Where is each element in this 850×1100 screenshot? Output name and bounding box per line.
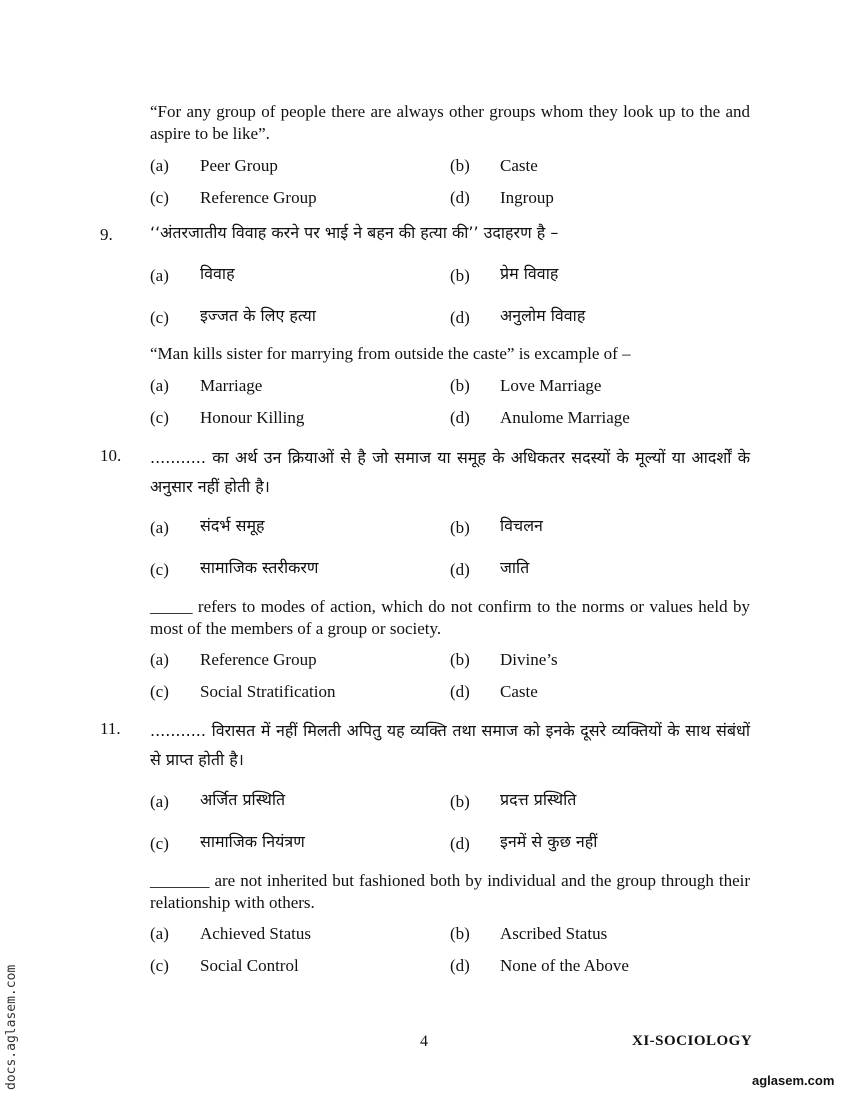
q11-en-option-a-label: (a) [150, 924, 169, 943]
q10-number: 10. [100, 446, 122, 465]
q10-hi-option-c-label: (c) [150, 560, 169, 579]
q9-hi-option-d-label: (d) [450, 308, 470, 327]
q9-hi-option-c: इज्जत के लिए हत्या [200, 306, 316, 325]
side-watermark: docs.aglasem.com [4, 964, 19, 1090]
q9-en-option-b: Love Marriage [500, 376, 602, 395]
q10-en-option-d-label: (d) [450, 682, 470, 701]
q9-stem-hindi: ‘‘अंतरजातीय विवाह करने पर भाई ने बहन की हत्या की’’ उदाहरण है – [150, 223, 559, 242]
q11-en-option-c-label: (c) [150, 956, 169, 975]
q11-hi-option-a: अर्जित प्रस्थिति [200, 790, 286, 809]
q11-en-option-c: Social Control [200, 956, 299, 975]
q10-stem-hindi: ........... का अर्थ उन क्रियाओं से है जो समाज या समूह के अधिकतर सदस्यों के मूल्यों या आदर्शों के अनुसार नहीं होती है। [150, 448, 750, 496]
q11-hi-option-d: इनमें से कुछ नहीं [500, 832, 598, 851]
q9-en-option-a: Marriage [200, 376, 263, 395]
q11-hi-option-c-label: (c) [150, 834, 169, 853]
q11-en-option-b: Ascribed Status [500, 924, 608, 943]
q9-hi-option-b: प्रेम विवाह [500, 264, 559, 283]
q11-hi-option-b: प्रदत्त प्रस्थिति [500, 790, 577, 809]
q8-option-c: Reference Group [200, 188, 317, 207]
q10-hi-option-d: जाति [500, 558, 530, 577]
q10-en-option-b: Divine’s [500, 650, 558, 669]
q10-en-option-c: Social Stratification [200, 682, 336, 701]
q9-hi-option-b-label: (b) [450, 266, 470, 285]
q10-stem-english: _____ refers to modes of action, which do not confirm to the norms or values held by most of the members of a group or society. [150, 597, 750, 638]
q11-stem-english: _______ are not inherited but fashioned both by individual and the group through their relationship with others. [150, 871, 750, 912]
q8-option-b-label: (b) [450, 156, 470, 175]
q9-en-option-b-label: (b) [450, 376, 470, 395]
q9-number: 9. [100, 225, 113, 244]
subject-code: XI-SOCIOLOGY [632, 1033, 753, 1049]
q10-hi-option-c: सामाजिक स्तरीकरण [200, 558, 319, 577]
brand-link[interactable]: aglasem.com [752, 1073, 835, 1088]
q10-en-option-c-label: (c) [150, 682, 169, 701]
q9-hi-option-c-label: (c) [150, 308, 169, 327]
q11-en-option-b-label: (b) [450, 924, 470, 943]
q11-hi-option-a-label: (a) [150, 792, 169, 811]
q11-hi-option-b-label: (b) [450, 792, 470, 811]
q8-stem: “For any group of people there are always other groups whom they look up to the and aspire to be like”. [150, 102, 750, 143]
page-number: 4 [420, 1033, 428, 1050]
q8-option-b: Caste [500, 156, 538, 175]
q9-en-option-c-label: (c) [150, 408, 169, 427]
q10-hi-option-a: संदर्भ समूह [200, 516, 265, 535]
q11-en-option-d: None of the Above [500, 956, 629, 975]
q10-hi-option-d-label: (d) [450, 560, 470, 579]
q9-hi-option-a-label: (a) [150, 266, 169, 285]
q10-hi-option-b-label: (b) [450, 518, 470, 537]
q11-en-option-d-label: (d) [450, 956, 470, 975]
q11-hi-option-c: सामाजिक नियंत्रण [200, 832, 305, 851]
q8-option-d: Ingroup [500, 188, 554, 207]
q11-en-option-a: Achieved Status [200, 924, 311, 943]
q8-option-c-label: (c) [150, 188, 169, 207]
q9-hi-option-d: अनुलोम विवाह [500, 306, 586, 325]
q10-en-option-d: Caste [500, 682, 538, 701]
q10-hi-option-b: विचलन [500, 516, 543, 535]
q9-en-option-d-label: (d) [450, 408, 470, 427]
q11-hi-option-d-label: (d) [450, 834, 470, 853]
q9-en-option-d: Anulome Marriage [500, 408, 630, 427]
q11-number: 11. [100, 719, 121, 738]
q11-stem-hindi: ........... विरासत में नहीं मिलती अपितु यह व्यक्ति तथा समाज को इनके दूसरे व्यक्तियों के साथ संबंधों से प्राप्त होती है। [150, 721, 750, 769]
q10-hi-option-a-label: (a) [150, 518, 169, 537]
q8-option-a-label: (a) [150, 156, 169, 175]
q9-en-option-c: Honour Killing [200, 408, 305, 427]
q10-en-option-a: Reference Group [200, 650, 317, 669]
q8-option-d-label: (d) [450, 188, 470, 207]
q10-en-option-a-label: (a) [150, 650, 169, 669]
q9-hi-option-a: विवाह [200, 264, 235, 283]
q8-option-a: Peer Group [200, 156, 278, 175]
q10-en-option-b-label: (b) [450, 650, 470, 669]
q9-en-option-a-label: (a) [150, 376, 169, 395]
q9-stem-english: “Man kills sister for marrying from outside the caste” is excample of – [150, 344, 631, 363]
